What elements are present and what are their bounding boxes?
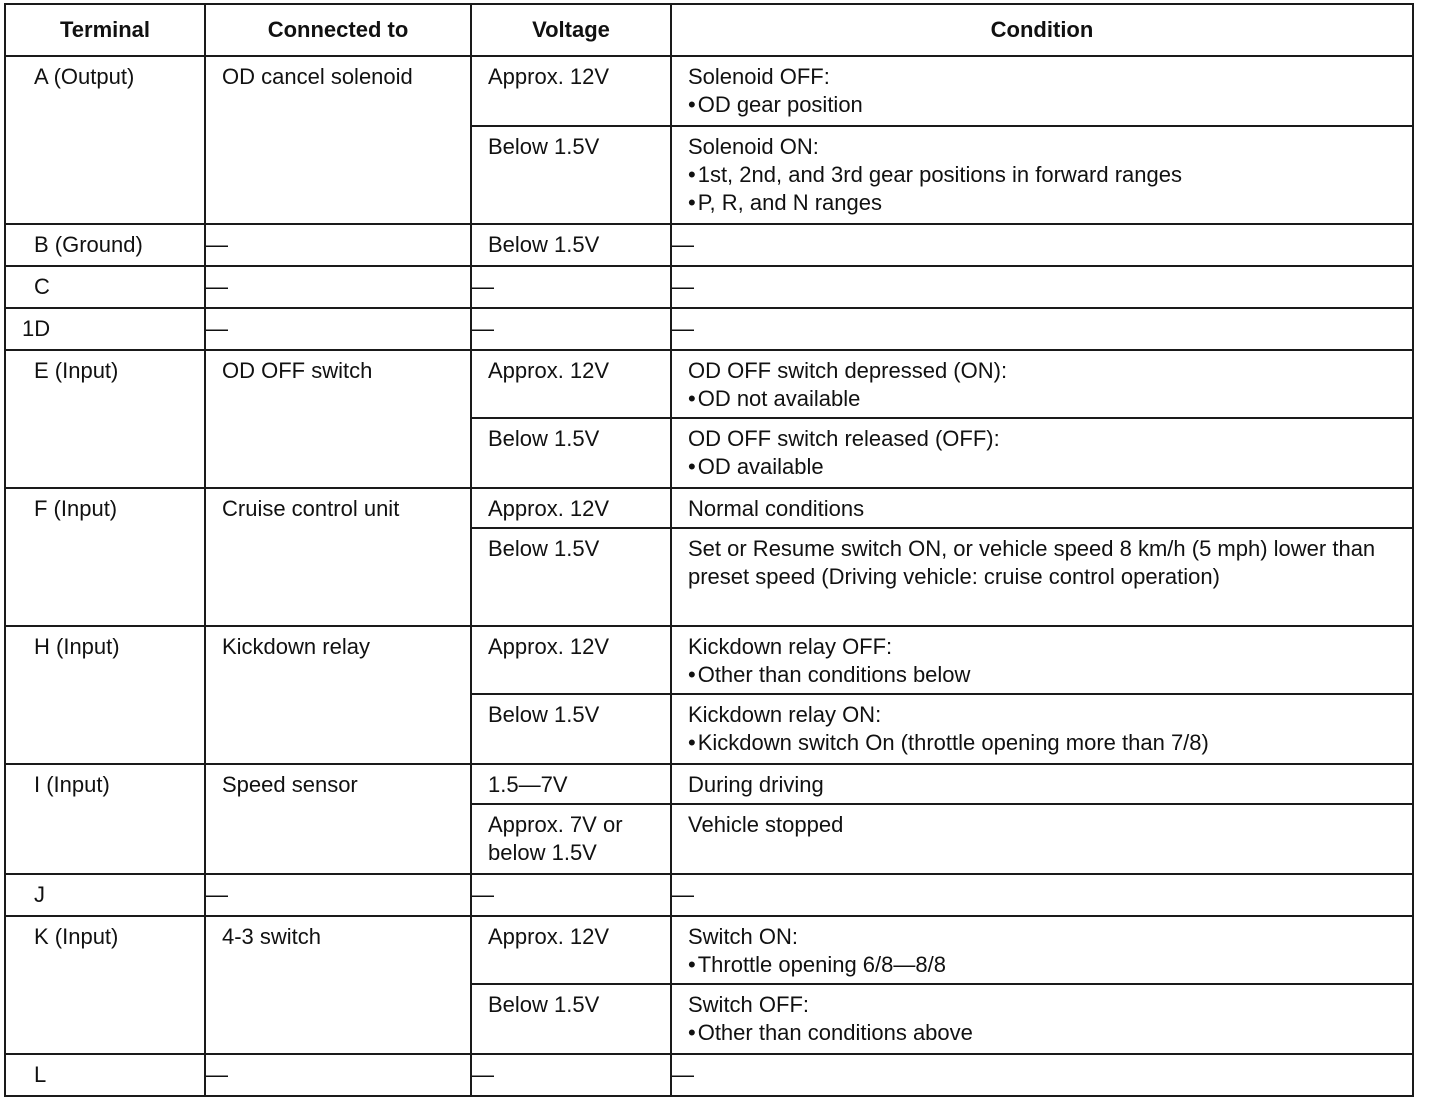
- dash: —: [472, 316, 494, 341]
- condition-cell: [671, 488, 1413, 528]
- condition-e-1-bullet-1: • OD not available: [688, 385, 1398, 413]
- terminal-cell: [5, 916, 205, 1054]
- condition-k-1-bullet-1: • Throttle opening 6/8—8/8: [688, 951, 1398, 979]
- condition-cell: [671, 916, 1413, 984]
- condition-cell: [671, 126, 1413, 224]
- voltage-cell: [471, 916, 671, 984]
- connected-cell: [205, 488, 471, 626]
- condition-e-1-title: OD OFF switch depressed (ON):: [688, 358, 1008, 383]
- voltage-f-1: Approx. 12V: [488, 496, 610, 521]
- dash: —: [672, 882, 694, 907]
- condition-k-2-bullet-1: • Other than conditions above: [688, 1019, 1398, 1047]
- condition-h-2-title: Kickdown relay ON:: [688, 702, 882, 727]
- condition-a-1-title: Solenoid OFF:: [688, 64, 830, 89]
- voltage-i-2: Approx. 7V or below 1.5V: [488, 812, 623, 865]
- table-row: [5, 764, 1413, 804]
- voltage-a-2: Below 1.5V: [488, 134, 600, 159]
- terminal-cell: [5, 764, 205, 874]
- connected-k: 4-3 switch: [222, 924, 322, 949]
- connected-i: Speed sensor: [222, 772, 358, 797]
- terminal-cell: [5, 224, 205, 266]
- terminal-c: C: [34, 274, 50, 299]
- terminal-cell: [5, 626, 205, 764]
- condition-cell: [671, 804, 1413, 874]
- terminal-cell: [5, 308, 205, 350]
- dash: —: [206, 232, 228, 257]
- condition-cell: [671, 308, 1413, 350]
- voltage-cell: [471, 1054, 671, 1096]
- voltage-cell: [471, 984, 671, 1054]
- terminal-cell: [5, 1054, 205, 1096]
- dash: —: [672, 1062, 694, 1087]
- connected-h: Kickdown relay: [222, 634, 370, 659]
- header-connected-to: Connected to: [205, 4, 471, 56]
- condition-e-2-bullet-1: • OD available: [688, 453, 1398, 481]
- voltage-cell: [471, 626, 671, 694]
- connected-cell: [205, 350, 471, 488]
- terminal-j: J: [34, 882, 45, 907]
- condition-cell: [671, 528, 1413, 626]
- voltage-cell: [471, 488, 671, 528]
- dash: —: [206, 274, 228, 299]
- condition-h-1-bullet-1: • Other than conditions below: [688, 661, 1398, 689]
- condition-i-1: During driving: [688, 772, 824, 797]
- terminal-b: B (Ground): [34, 232, 143, 257]
- voltage-a-1: Approx. 12V: [488, 64, 610, 89]
- condition-a-1-bullet-1: • OD gear position: [688, 91, 1398, 119]
- terminal-k: K (Input): [34, 924, 119, 949]
- connected-cell: [205, 1054, 471, 1096]
- table-row: [5, 224, 1413, 266]
- voltage-i-1: 1.5—7V: [488, 772, 568, 797]
- table-row: [5, 1054, 1413, 1096]
- terminal-i: I (Input): [34, 772, 110, 797]
- condition-a-2-bullet-2: • P, R, and N ranges: [688, 189, 1398, 217]
- condition-cell: [671, 874, 1413, 916]
- terminal-h: H (Input): [34, 634, 120, 659]
- voltage-e-2: Below 1.5V: [488, 426, 600, 451]
- terminal-cell: [5, 56, 205, 224]
- condition-f-2: Set or Resume switch ON, or vehicle speed 8 km/h (5 mph) lower than preset speed (Driving vehicle: cruise control operation): [688, 536, 1376, 589]
- terminal-cell: [5, 266, 205, 308]
- terminal-spec-table: [4, 3, 1414, 1097]
- header-row: [5, 4, 1413, 56]
- condition-f-1: Normal conditions: [688, 496, 865, 521]
- connected-e: OD OFF switch: [222, 358, 373, 383]
- terminal-cell: [5, 488, 205, 626]
- terminal-cell: [5, 350, 205, 488]
- voltage-cell: [471, 874, 671, 916]
- condition-cell: [671, 1054, 1413, 1096]
- voltage-cell: [471, 694, 671, 764]
- connected-cell: [205, 874, 471, 916]
- voltage-h-2: Below 1.5V: [488, 702, 600, 727]
- connected-cell: [205, 224, 471, 266]
- voltage-cell: [471, 56, 671, 126]
- voltage-cell: [471, 804, 671, 874]
- dash: —: [672, 316, 694, 341]
- condition-cell: [671, 626, 1413, 694]
- condition-cell: [671, 418, 1413, 488]
- dash: —: [206, 316, 228, 341]
- voltage-b-1: Below 1.5V: [488, 232, 600, 257]
- condition-k-1-title: Switch ON:: [688, 924, 799, 949]
- voltage-k-2: Below 1.5V: [488, 992, 600, 1017]
- terminal-f: F (Input): [34, 496, 118, 521]
- condition-a-2-title: Solenoid ON:: [688, 134, 819, 159]
- terminal-cell: [5, 874, 205, 916]
- connected-cell: [205, 764, 471, 874]
- table-row: [5, 488, 1413, 528]
- voltage-k-1: Approx. 12V: [488, 924, 610, 949]
- condition-h-1-title: Kickdown relay OFF:: [688, 634, 893, 659]
- condition-k-2-title: Switch OFF:: [688, 992, 810, 1017]
- terminal-l: L: [34, 1062, 47, 1087]
- connected-f: Cruise control unit: [222, 496, 400, 521]
- dash: —: [206, 1062, 228, 1087]
- condition-cell: [671, 56, 1413, 126]
- table-row: [5, 308, 1413, 350]
- voltage-cell: [471, 764, 671, 804]
- voltage-f-2: Below 1.5V: [488, 536, 600, 561]
- table-row: [5, 266, 1413, 308]
- table-row: [5, 626, 1413, 694]
- header-voltage: Voltage: [471, 4, 671, 56]
- voltage-cell: [471, 126, 671, 224]
- voltage-cell: [471, 528, 671, 626]
- condition-cell: [671, 224, 1413, 266]
- connected-a: OD cancel solenoid: [222, 64, 413, 89]
- condition-i-2: Vehicle stopped: [688, 812, 844, 837]
- voltage-cell: [471, 224, 671, 266]
- dash: —: [472, 1062, 494, 1087]
- connected-cell: [205, 308, 471, 350]
- dash: —: [472, 882, 494, 907]
- condition-a-2-bullet-1: • 1st, 2nd, and 3rd gear positions in forward ranges: [688, 161, 1398, 189]
- connected-cell: [205, 56, 471, 224]
- terminal-a: A (Output): [34, 64, 135, 89]
- voltage-h-1: Approx. 12V: [488, 634, 610, 659]
- condition-h-2-bullet-1: • Kickdown switch On (throttle opening more than 7/8): [688, 729, 1398, 757]
- dash: —: [472, 274, 494, 299]
- condition-cell: [671, 764, 1413, 804]
- dash: —: [206, 882, 228, 907]
- connected-cell: [205, 916, 471, 1054]
- connected-cell: [205, 266, 471, 308]
- terminal-e: E (Input): [34, 358, 119, 383]
- terminal-d: 1D: [22, 316, 51, 341]
- voltage-cell: [471, 418, 671, 488]
- condition-cell: [671, 694, 1413, 764]
- header-terminal: Terminal: [5, 4, 205, 56]
- table-row: [5, 874, 1413, 916]
- condition-cell: [671, 350, 1413, 418]
- condition-e-2-title: OD OFF switch released (OFF):: [688, 426, 1000, 451]
- voltage-cell: [471, 350, 671, 418]
- voltage-cell: [471, 266, 671, 308]
- voltage-e-1: Approx. 12V: [488, 358, 610, 383]
- condition-cell: [671, 984, 1413, 1054]
- dash: —: [672, 232, 694, 257]
- header-condition: Condition: [671, 4, 1413, 56]
- connected-cell: [205, 626, 471, 764]
- table-row: [5, 56, 1413, 126]
- condition-cell: [671, 266, 1413, 308]
- voltage-cell: [471, 308, 671, 350]
- table-row: [5, 350, 1413, 418]
- table-row: [5, 916, 1413, 984]
- dash: —: [672, 274, 694, 299]
